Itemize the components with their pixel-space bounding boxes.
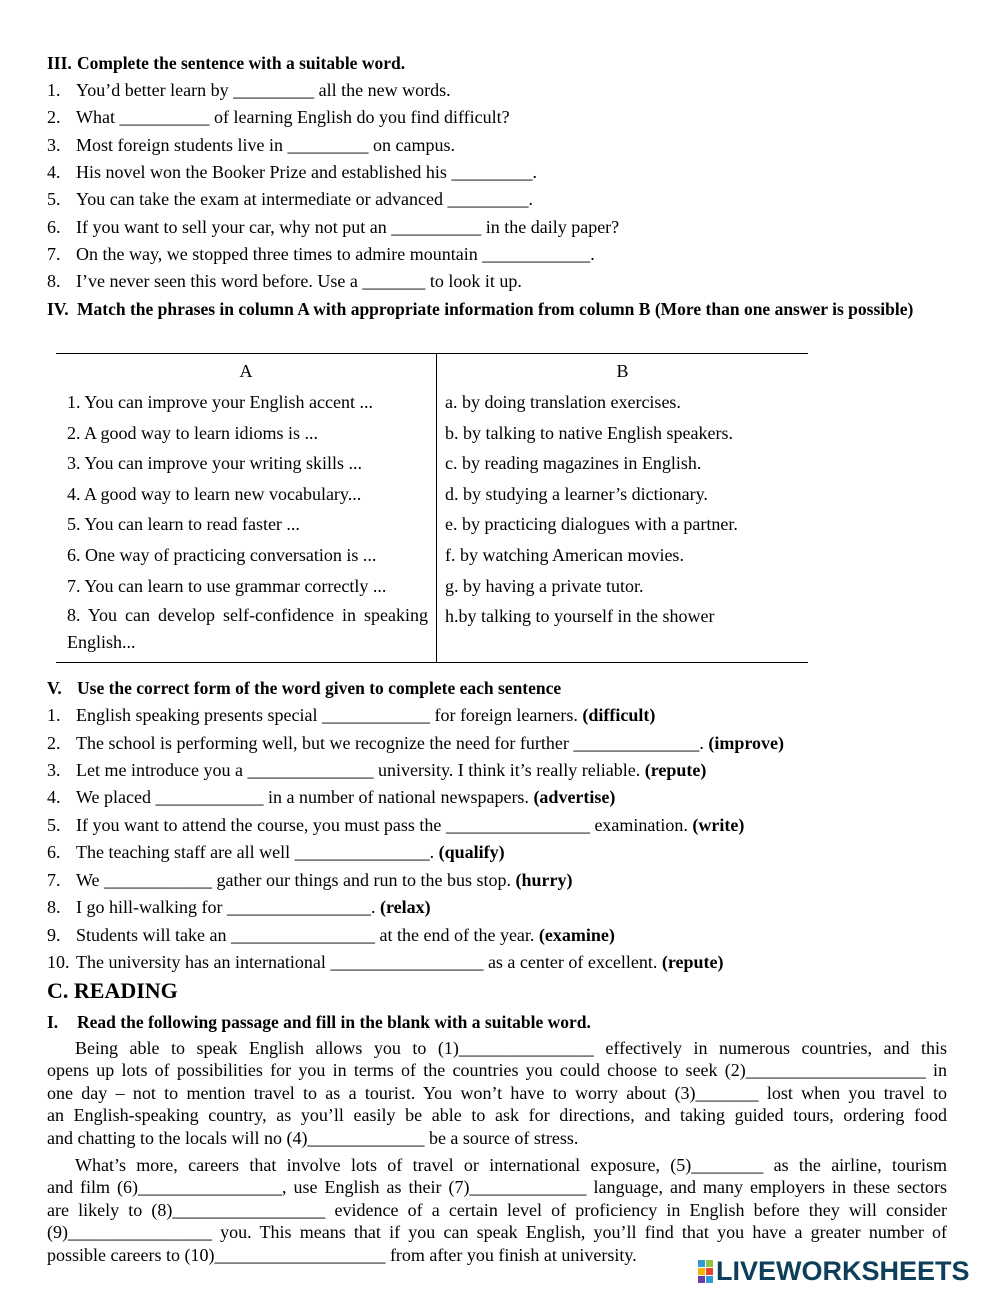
item-text: all the new words. [314,80,451,100]
base-word: (repute) [661,952,724,972]
logo-mark-icon [698,1260,713,1283]
base-word: (relax) [379,897,431,917]
section-number: V. [47,678,62,698]
exercise-item [47,814,957,836]
section-title: Use the correct form of the word given to complete each sentence [77,678,562,698]
base-word: (difficult) [582,705,656,725]
column-b-option: d. by studying a learner’s dictionary. [445,484,708,504]
answer-blank[interactable]: _________________ [330,952,484,972]
logo-square [698,1268,705,1275]
column-a-phrase: 6. One way of practicing conversation is ... [67,545,377,565]
item-text: English speaking presents special [76,705,322,725]
paragraph-line: opens up lots of possibilities for you in terms of the countries you could choose to seek (2)____________________ in [47,1060,947,1081]
reading-paragraph-1 [47,1037,947,1149]
paragraph-line: (9)________________ you. This means that if you can speak English, you’ll find that you have a greater number of [47,1222,947,1243]
paragraph-line: and film (6)________________, use English as their (7)_____________ language, and many employers in these sectors [47,1177,947,1198]
answer-blank[interactable]: ____________ [321,705,430,725]
item-text: Most foreign students live in [76,135,288,155]
item-text: Let me introduce you a [76,760,248,780]
column-a-phrase: 2. A good way to learn idioms is ... [67,423,318,443]
matching-table [56,353,808,663]
answer-blank[interactable]: ______________ [573,733,700,753]
base-word: (examine) [538,925,615,945]
exercise-item [47,951,957,973]
paragraph-line: one day – not to mention travel to as a tourist. You won’t have to worry about (3)_______ lost when you travel to [47,1082,947,1103]
item-number: 1. [47,80,61,100]
answer-blank[interactable]: ______________ [247,760,374,780]
item-text: On the way, we stopped three times to admire mountain [76,244,483,264]
item-number: 3. [47,135,61,155]
answer-blank[interactable]: ________________ [445,815,590,835]
column-b-option: h.by talking to yourself in the shower [445,606,715,626]
logo-square [698,1260,705,1267]
column-b-option: a. by doing translation exercises. [445,392,681,412]
column-a-phrase: 5. You can learn to read faster ... [67,514,300,534]
section-title: Read the following passage and fill in the blank with a suitable word. [77,1012,591,1032]
answer-blank[interactable]: _________ [447,189,529,209]
exercise-item [47,786,957,808]
item-text: If you want to sell your car, why not put an [76,217,392,237]
exercise-item [47,161,957,183]
section-title: Match the phrases in column A with appropriate information from column B (More than one answer is possible) [77,299,914,319]
item-text: in a number of national newspapers. [263,787,534,807]
item-number: 5. [47,815,61,835]
logo-square [706,1276,713,1283]
exercise-item [47,243,957,265]
column-b-option: g. by having a private tutor. [445,576,644,596]
item-text: I go hill-walking for [76,897,227,917]
item-text: The school is performing well, but we recognize the need for further [76,733,574,753]
logo-square [698,1276,705,1283]
item-text: . [429,842,439,862]
exercise-item [47,841,957,863]
item-number: 4. [47,787,61,807]
item-number: 2. [47,733,61,753]
section-iii-heading [47,52,947,74]
section-title: Complete the sentence with a suitable word. [77,53,406,73]
item-number: 7. [47,870,61,890]
item-text: What [76,107,120,127]
answer-blank[interactable]: __________ [391,217,482,237]
answer-blank[interactable]: ________________ [226,897,371,917]
answer-blank[interactable]: ____________ [104,870,213,890]
exercise-item [47,924,957,946]
logo-text: LIVEWORKSHEETS [716,1255,970,1286]
answer-blank[interactable]: _________ [451,162,533,182]
column-a-phrase: 1. You can improve your English accent ... [67,392,373,412]
column-b-option: c. by reading magazines in English. [445,453,702,473]
base-word: (improve) [708,733,784,753]
answer-blank[interactable]: __________ [119,107,210,127]
section-c-heading: C. READING [47,978,178,1003]
item-text: as a center of excellent. [483,952,662,972]
paragraph-line: Being able to speak English allows you to (1)_______________ effectively in numerous countries, and this [75,1038,947,1058]
item-text: The university has an international [76,952,331,972]
answer-blank[interactable]: _________ [233,80,315,100]
item-number: 8. [47,897,61,917]
item-text: You’d better learn by [76,80,234,100]
item-text: I’ve never seen this word before. Use a [76,271,363,291]
exercise-item [47,270,957,292]
item-number: 4. [47,162,61,182]
item-number: 8. [47,271,61,291]
item-number: 6. [47,842,61,862]
reading-paragraph-2 [47,1154,947,1266]
item-text: If you want to attend the course, you must pass the [76,815,446,835]
column-a-phrase: 3. You can improve your writing skills ... [67,453,362,473]
item-text: university. I think it’s really reliable. [373,760,645,780]
exercise-item [47,732,957,754]
item-text: . [590,244,595,264]
logo-square [706,1260,713,1267]
base-word: (qualify) [438,842,505,862]
item-number: 6. [47,217,61,237]
exercise-item [47,896,957,918]
paragraph-line: and chatting to the locals will no (4)_____________ be a source of stress. [47,1127,579,1148]
item-text: You can take the exam at intermediate or advanced [76,189,448,209]
exercise-item [47,216,957,238]
item-number: 9. [47,925,61,945]
item-text: examination. [589,815,693,835]
answer-blank[interactable]: ____________ [155,787,264,807]
exercise-item [47,79,957,101]
reading-part-i-heading [47,1011,947,1033]
item-text: . [532,162,537,182]
item-text: We placed [76,787,156,807]
item-text: . [528,189,534,209]
answer-blank[interactable]: _______ [362,271,426,291]
item-text: We [76,870,105,890]
column-a-phrase: 4. A good way to learn new vocabulary... [67,484,362,504]
column-a-phrase: 7. You can learn to use grammar correctly ... [67,576,387,596]
item-text: gather our things and run to the bus stop. [212,870,516,890]
item-text: The teaching staff are all well [76,842,295,862]
logo-square [706,1268,713,1275]
item-text: on campus. [368,135,455,155]
paragraph-line: are likely to (8)_________________ evidence of a certain level of proficiency in English before they will consider [47,1199,947,1220]
liveworksheets-logo [698,1256,970,1286]
item-number: 3. [47,760,61,780]
column-b-option: f. by watching American movies. [445,545,684,565]
column-a-phrase: 8. You can develop self-confidence in speaking English... [67,605,428,652]
table-divider [436,354,437,662]
answer-blank[interactable]: ________________ [230,925,375,945]
item-text: His novel won the Booker Prize and established his [76,162,452,182]
exercise-item [47,188,957,210]
column-b-option: b. by talking to native English speakers. [445,423,733,443]
item-number: 2. [47,107,61,127]
paragraph-line: What’s more, careers that involve lots of travel or international exposure, (5)________ as the airline, tourism [75,1155,947,1175]
item-text: to look it up. [425,271,522,291]
exercise-item [47,759,957,781]
base-word: (write) [692,815,745,835]
item-text: of learning English do you find difficult? [209,107,510,127]
section-number: III. [47,53,72,73]
item-number: 5. [47,189,61,209]
paragraph-line: possible careers to (10)___________________ from after you finish at university. [47,1244,637,1265]
section-number: I. [47,1012,59,1032]
base-word: (hurry) [515,870,573,890]
column-a-header: A [239,361,253,381]
item-text: Students will take an [76,925,231,945]
column-b-header: B [616,361,629,381]
item-number: 1. [47,705,61,725]
item-text: for foreign learners. [429,705,583,725]
paragraph-line: an English-speaking country, as you’ll easily be able to ask for directions, and taking guided tours, ordering food [47,1105,947,1126]
exercise-item [47,704,957,726]
section-iv-heading [47,298,947,320]
item-text: . [370,897,380,917]
item-number: 10. [47,952,70,972]
exercise-item [47,869,957,891]
base-word: (advertise) [533,787,616,807]
item-text: at the end of the year. [374,925,539,945]
answer-blank[interactable]: _______________ [294,842,430,862]
base-word: (repute) [644,760,707,780]
answer-blank[interactable]: ____________ [482,244,591,264]
answer-blank[interactable]: _________ [287,135,369,155]
item-text: . [699,733,709,753]
exercise-item [47,134,957,156]
item-text: in the daily paper? [481,217,620,237]
section-v-heading [47,677,947,699]
section-number: IV. [47,299,69,319]
column-b-option: e. by practicing dialogues with a partner. [445,514,738,534]
item-number: 7. [47,244,61,264]
exercise-item [47,106,957,128]
